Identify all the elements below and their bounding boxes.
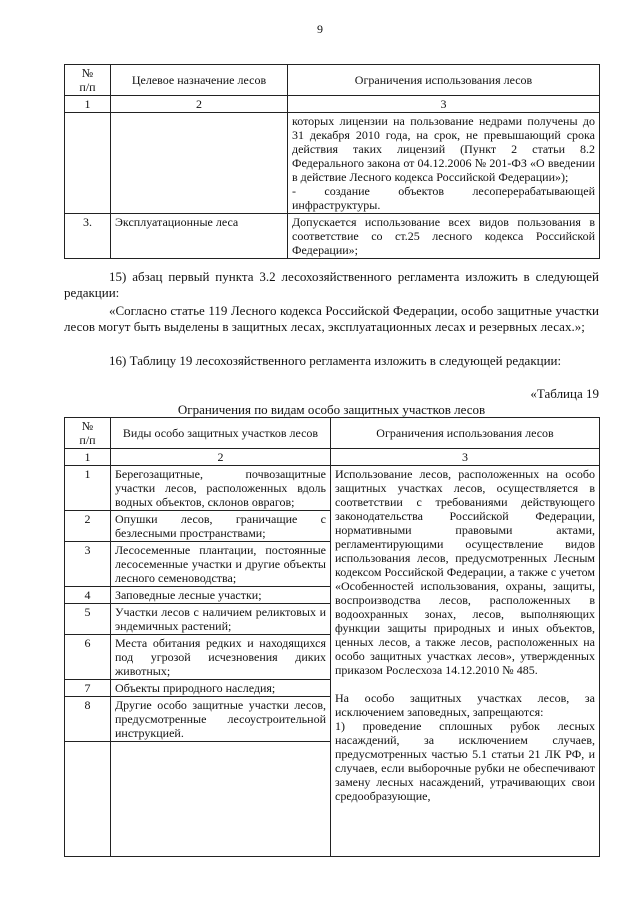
area-type-cell: Опушки лесов, граничащие с безлесными пространствами; (111, 511, 331, 542)
area-type-cell: Берегозащитные, почвозащитные участки лесов, расположенных вдоль водных объектов, склонов оврагов; (111, 466, 331, 511)
limits-cell: которых лицензии на пользование недрами получены до 31 декабря 2010 года, на срок, не превышающий срока действия таких лицензий (Пункт 2 статьи 8.2 Федерального закона от 04.12.2006 № 201-ФЗ «О введении в действие Лесного кодекса Российской Федерации»); - создание объектов лесоперерабатывающей инфраструктуры. (288, 113, 600, 214)
row-number: 7 (65, 680, 111, 697)
area-type-cell: Лесосеменные плантации, постоянные лесосеменные участки и другие объекты лесного семеноводства; (111, 542, 331, 587)
area-type-cell: Другие особо защитные участки лесов, предусмотренные лесоустроительной инструкцией. (111, 697, 331, 742)
row-number: 6 (65, 635, 111, 680)
col-number: 1 (65, 96, 111, 113)
col-number: 3 (288, 96, 600, 113)
row-number: 8 (65, 697, 111, 742)
paragraph-16: 16) Таблицу 19 лесохозяйственного регламента изложить в следующей редакции: (109, 353, 562, 368)
purpose-cell: Эксплуатационные леса (111, 214, 288, 259)
table-row (65, 113, 600, 214)
row-number: 4 (65, 587, 111, 604)
col-header-number: № п/п (65, 418, 111, 449)
col-number: 2 (111, 449, 331, 466)
area-type-cell: Объекты природного наследия; (111, 680, 331, 697)
col-header-limits: Ограничения использования лесов (288, 65, 600, 96)
column-number-row (65, 449, 600, 466)
table-header-row (65, 65, 600, 96)
limits-text-cell: Использование лесов, расположенных на особо защитных участках лесов, осуществляется в соответствии с требованиями действующего законодательства Российской Федерации, нормативными правовыми актами, регламентирующими осуществление видов использования лесов, предусмотренных Лесным кодексом Российской Федерации, а также с учетом «Особенностей использования, охраны, защиты, воспроизводства лесов, расположенных в водоохранных зонах, лесов, выполняющих функции защиты природных и иных объектов, ценных лесов, а также лесов, расположенных на особо защитных участках лесов», утвержденных приказом Рослесхоза 14.12.2010 № 485. На особо защитных участках лесов, за исключением заповедных, запрещаются: 1) проведение сплошных рубок лесных насаждений, за исключением случаев, предусмотренных частью 5.1 статьи 21 ЛК РФ, и случаев, если выборочные рубки не обеспечивают замену лесных насаждений, утрачивающих свои средообразующие, (331, 466, 600, 857)
table-row (65, 466, 600, 511)
col-number: 2 (111, 96, 288, 113)
forest-purpose-table (64, 64, 600, 259)
col-number: 3 (331, 449, 600, 466)
col-number: 1 (65, 449, 111, 466)
row-number: 3. (65, 214, 111, 259)
row-number: 1 (65, 466, 111, 511)
row-number: 5 (65, 604, 111, 635)
table-title: Ограничения по видам особо защитных участков лесов (177, 402, 486, 417)
column-number-row (65, 96, 600, 113)
col-header-limits: Ограничения использования лесов (331, 418, 600, 449)
table-row (65, 214, 600, 259)
col-header-purpose: Целевое назначение лесов (111, 65, 288, 96)
limits-cell: Допускается использование всех видов пользования в соответствие со ст.25 лесного кодекса Российской Федерации»; (288, 214, 600, 259)
table-header-row (65, 418, 600, 449)
area-type-cell: Участки лесов с наличием реликтовых и эндемичных растений; (111, 604, 331, 635)
quote-paragraph: «Согласно статье 119 Лесного кодекса Российской Федерации, особо защитные участки лесов могут быть выделены в защитных лесах, эксплуатационных лесах и резервных лесах.»; (64, 303, 599, 334)
page-number: 9 (317, 22, 323, 36)
area-type-cell: Места обитания редких и находящихся под угрозой исчезновения диких животных; (111, 635, 331, 680)
row-number: 3 (65, 542, 111, 587)
protected-areas-table (64, 417, 600, 857)
area-type-cell: Заповедные лесные участки; (111, 587, 331, 604)
row-number: 2 (65, 511, 111, 542)
col-header-number: № п/п (65, 65, 111, 96)
table-reference: «Таблица 19 (530, 386, 599, 401)
col-header-types: Виды особо защитных участков лесов (111, 418, 331, 449)
paragraph-15: 15) абзац первый пункта 3.2 лесохозяйственного регламента изложить в следующей редакции: (64, 269, 599, 300)
